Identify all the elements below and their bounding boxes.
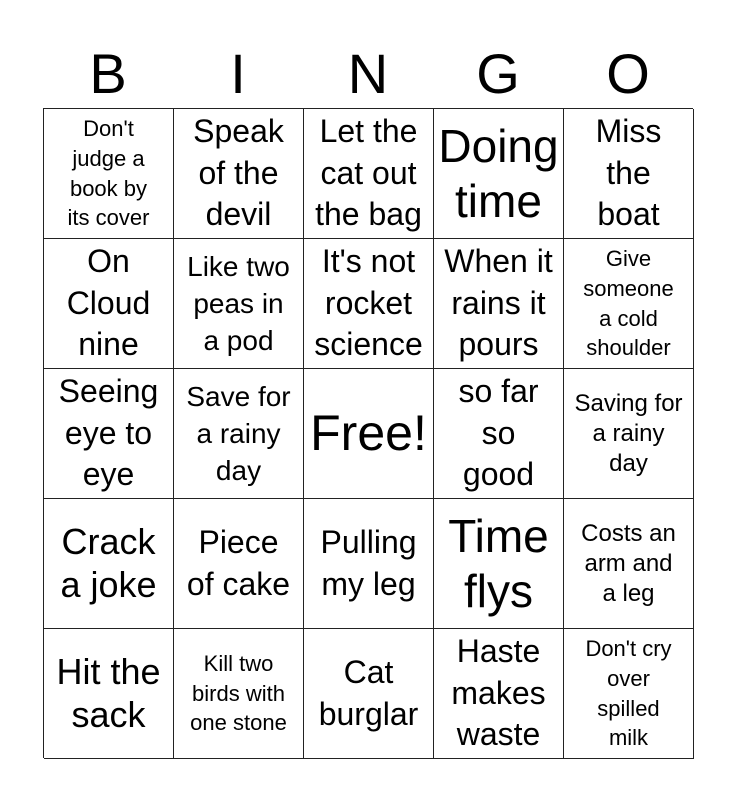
cell-text: It's not rocket science bbox=[314, 243, 423, 363]
cell-text: Costs an arm and a leg bbox=[581, 519, 676, 607]
header-letter-o: O bbox=[606, 42, 650, 105]
cell-text: Time flys bbox=[448, 510, 549, 617]
free-space-text: Free! bbox=[310, 405, 427, 461]
cell-text: Saving for a rainy day bbox=[574, 389, 683, 477]
cell-text: Kill two birds with one stone bbox=[190, 650, 287, 736]
cell-text: Cat burglar bbox=[318, 653, 419, 732]
bingo-cell[interactable] bbox=[434, 239, 564, 369]
cell-text: so far so good bbox=[458, 373, 539, 493]
bingo-cell[interactable] bbox=[44, 239, 174, 369]
cell-text: Pulling my leg bbox=[320, 523, 417, 602]
cell-text: Don't cry over spilled milk bbox=[585, 635, 672, 751]
cell-text: On Cloud nine bbox=[66, 243, 151, 363]
header-letter-g: G bbox=[476, 42, 520, 105]
bingo-cell[interactable] bbox=[44, 499, 174, 629]
bingo-header bbox=[43, 40, 693, 108]
bingo-cell[interactable] bbox=[304, 629, 434, 759]
bingo-cell[interactable] bbox=[174, 629, 304, 759]
bingo-cell[interactable] bbox=[174, 499, 304, 629]
bingo-cell[interactable] bbox=[44, 629, 174, 759]
bingo-cell[interactable] bbox=[174, 109, 304, 239]
bingo-cell[interactable] bbox=[564, 239, 694, 369]
bingo-cell[interactable] bbox=[564, 109, 694, 239]
bingo-cell[interactable] bbox=[434, 369, 564, 499]
bingo-cell[interactable] bbox=[564, 629, 694, 759]
header-letter-n: N bbox=[347, 42, 389, 105]
cell-text: Seeing eye to eye bbox=[58, 373, 159, 493]
bingo-cell[interactable] bbox=[434, 499, 564, 629]
cell-text: Don't judge a book by its cover bbox=[67, 115, 150, 231]
bingo-cell[interactable] bbox=[174, 239, 304, 369]
bingo-cell[interactable] bbox=[174, 369, 304, 499]
bingo-cell[interactable] bbox=[44, 369, 174, 499]
cell-text: Doing time bbox=[438, 120, 559, 227]
cell-text: Give someone a cold shoulder bbox=[583, 245, 674, 361]
bingo-cell[interactable] bbox=[434, 629, 564, 759]
cell-text: When it rains it pours bbox=[444, 243, 553, 363]
cell-text: Hit the sack bbox=[56, 651, 161, 735]
cell-text: Let the cat out the bag bbox=[315, 113, 422, 233]
bingo-cell[interactable] bbox=[44, 109, 174, 239]
cell-text: Speak of the devil bbox=[193, 113, 284, 233]
free-space-cell[interactable] bbox=[304, 369, 434, 499]
bingo-cell[interactable] bbox=[564, 369, 694, 499]
bingo-cell[interactable] bbox=[434, 109, 564, 239]
header-letter-b: B bbox=[89, 42, 127, 105]
cell-text: Piece of cake bbox=[186, 523, 291, 602]
bingo-card-grid bbox=[43, 108, 693, 758]
bingo-cell[interactable] bbox=[304, 109, 434, 239]
cell-text: Crack a joke bbox=[60, 521, 157, 605]
bingo-cell[interactable] bbox=[564, 499, 694, 629]
cell-text: Like two peas in a pod bbox=[187, 250, 290, 357]
header-letter-i: I bbox=[230, 42, 246, 105]
cell-text: Haste makes waste bbox=[451, 633, 546, 753]
cell-text: Miss the boat bbox=[595, 113, 662, 233]
bingo-cell[interactable] bbox=[304, 239, 434, 369]
bingo-cell[interactable] bbox=[304, 499, 434, 629]
cell-text: Save for a rainy day bbox=[186, 380, 291, 487]
